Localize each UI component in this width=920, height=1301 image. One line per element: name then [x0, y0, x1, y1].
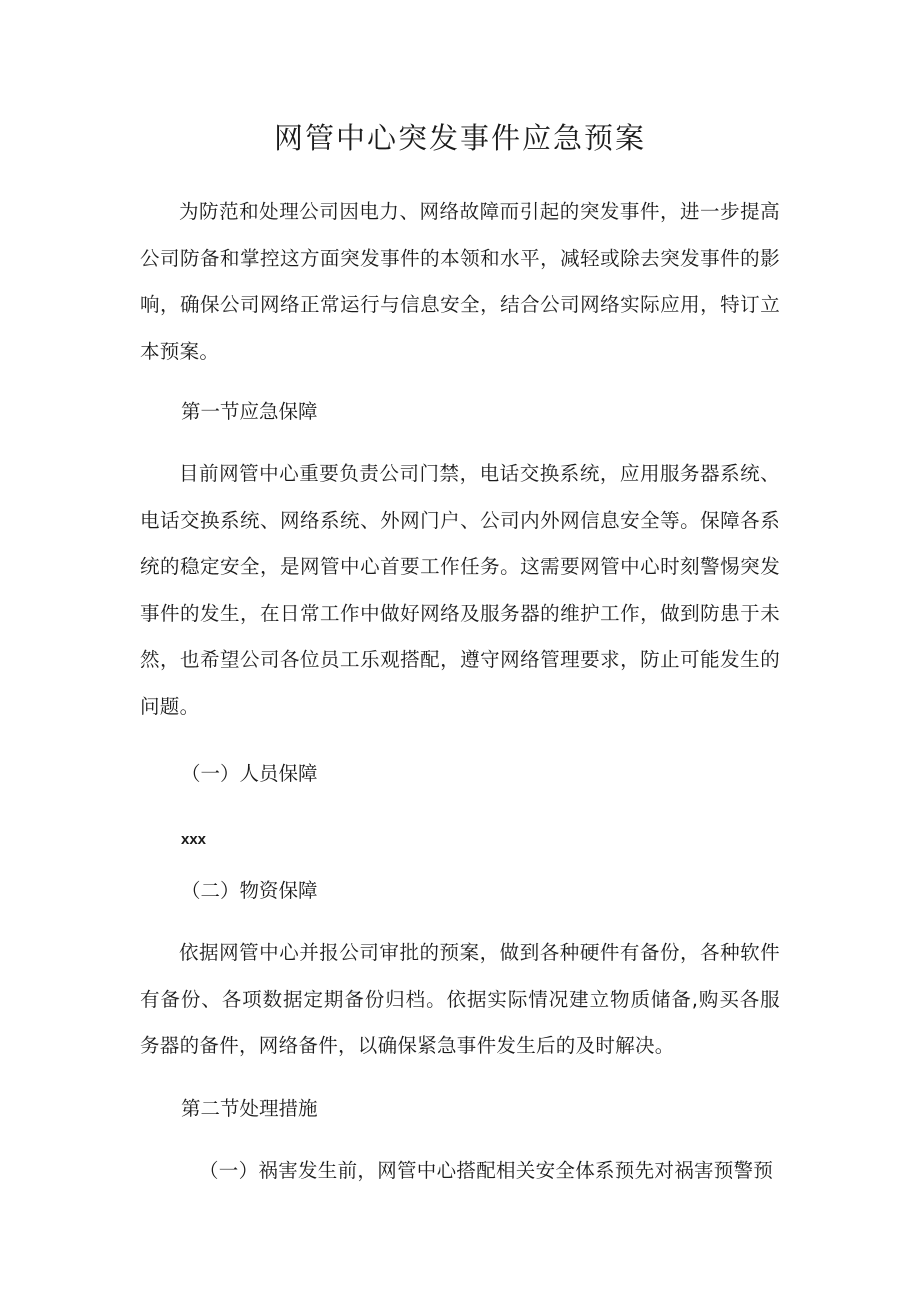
sub1-heading: （一）人员保障	[181, 762, 318, 785]
sub2-body: 依据网管中心并报公司审批的预案，做到各种硬件有备份，各种软件有备份、各项数据定期备份归档。依据实际情况建立物质储备,购买各服务器的备件，网络备件，以确保紧急事件发生后的及时解决。	[140, 941, 780, 1057]
sub1-body: xxx	[181, 831, 207, 848]
section1-heading: 第一节应急保障	[181, 400, 318, 423]
section2-item1: （一）祸害发生前，网管中心搭配相关安全体系预先对祸害预警预	[199, 1159, 774, 1182]
section1-body: 目前网管中心重要负责公司门禁，电话交换系统，应用服务器系统、电话交换系统、网络系统、外网门户、公司内外网信息安全等。保障各系统的稳定安全，是网管中心首要工作任务。这需要网管中心时刻警惕突发事件的发生，在日常工作中做好网络及服务器的维护工作，做到防患于未然，也希望公司各位员工乐观搭配，遵守网络管理要求，防止可能发生的问题。	[140, 462, 780, 718]
section2-heading: 第二节处理措施	[181, 1097, 318, 1120]
document-title: 网管中心突发事件应急预案	[273, 121, 646, 155]
sub2-heading: （二）物资保障	[181, 879, 318, 902]
intro-paragraph: 为防范和处理公司因电力、网络故障而引起的突发事件，进一步提高公司防备和掌控这方面突发事件的本领和水平，减轻或除去突发事件的影响，确保公司网络正常运行与信息安全，结合公司网络实际应用，特订立本预案。	[140, 200, 780, 363]
